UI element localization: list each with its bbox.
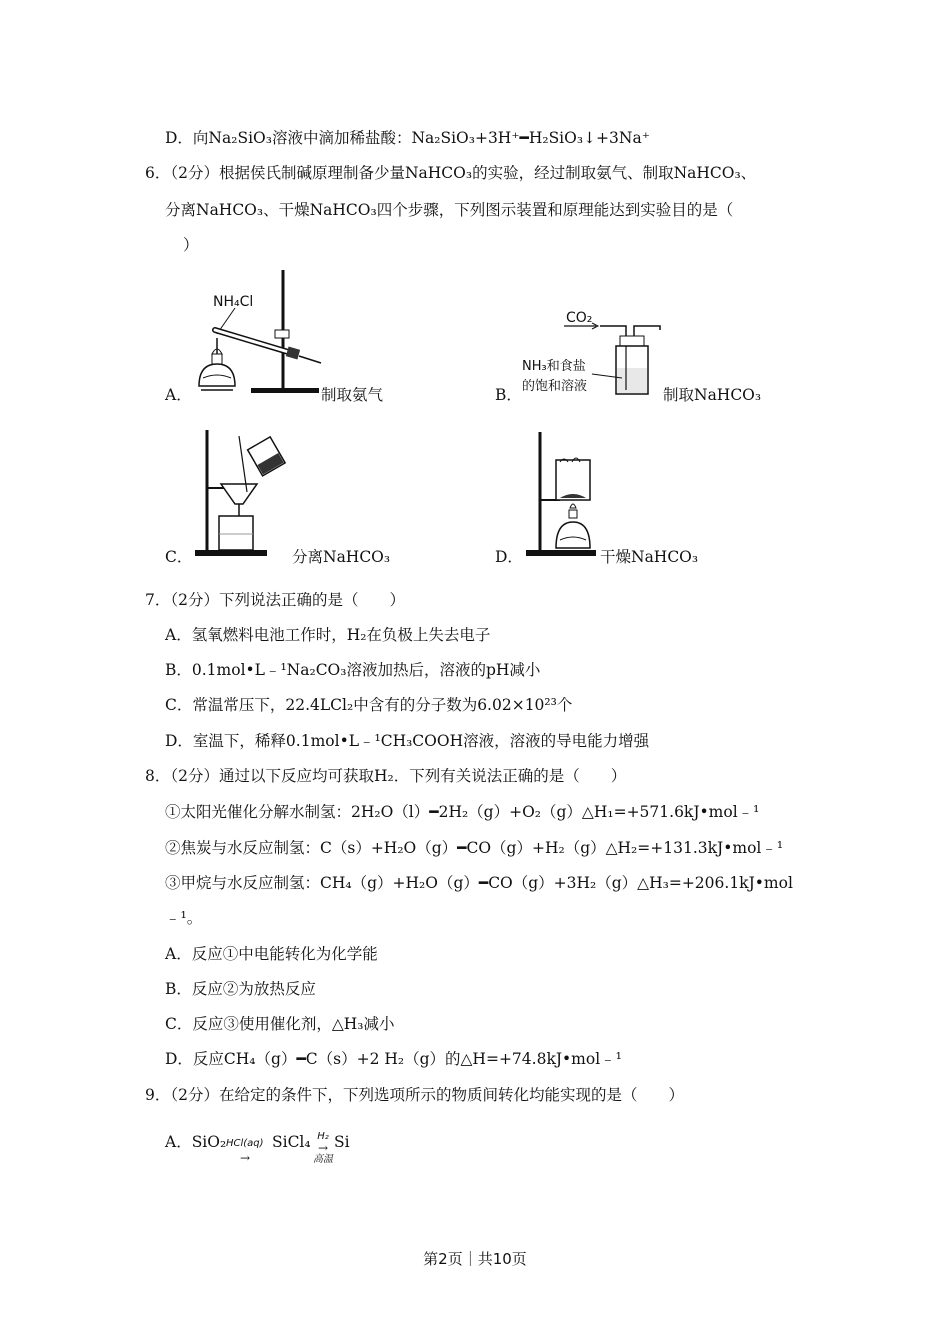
q6-c-letter: C． xyxy=(165,548,193,566)
figure-c-filtration-apparatus xyxy=(193,428,288,560)
nh4cl-label: NH₄Cl xyxy=(213,294,254,310)
q5-option-d: D．向Na₂SiO₃溶液中滴加稀盐酸：Na₂SiO₃+3H⁺━H₂SiO₃↓+3Na⁺ xyxy=(165,129,650,147)
q9-option-a-end: Si xyxy=(334,1133,350,1151)
figure-d-drying-apparatus xyxy=(520,430,600,560)
q6-c-caption: 分离NaHCO₃ xyxy=(292,548,391,566)
q9-arrow-1-glyph: → xyxy=(240,1151,251,1165)
figure-a-ammonia-apparatus xyxy=(195,268,325,400)
q9-arrow-2 xyxy=(310,1132,336,1176)
q6-b-caption: 制取NaHCO₃ xyxy=(663,386,762,404)
q8-reaction-3-line2: ﹣¹。 xyxy=(165,909,203,927)
q8-reaction-3-line1: ③甲烷与水反应制氢：CH₄（g）+H₂O（g）━CO（g）+3H₂（g）△H₃=+206.1kJ•mol xyxy=(165,874,793,892)
q6-stem-line3: ） xyxy=(183,236,199,254)
q8-option-d: D．反应CH₄（g）━C（s）+2 H₂（g）的△H=+74.8kJ•mol﹣¹ xyxy=(165,1050,622,1068)
q6-d-letter: D． xyxy=(495,548,523,566)
q8-reaction-1: ①太阳光催化分解水制氢：2H₂O（l）━2H₂（g）+O₂（g）△H₁=+571.6kJ•mol﹣¹ xyxy=(165,803,760,821)
q8-option-b: B．反应②为放热反应 xyxy=(165,980,316,998)
solution-label-1: NH₃和食盐 xyxy=(522,359,586,374)
q9-arrow-2-condition-bottom: 高温 xyxy=(313,1154,333,1165)
q8-reaction-2: ②焦炭与水反应制氢：C（s）+H₂O（g）━CO（g）+H₂（g）△H₂=+131.3kJ•mol﹣¹ xyxy=(165,839,784,857)
q6-a-letter: A． xyxy=(165,386,192,404)
q7-stem: 7．（2分）下列说法正确的是（ ） xyxy=(145,591,405,609)
q6-a-caption: 制取氨气 xyxy=(321,386,384,404)
q9-option-a-mid: SiCl₄ xyxy=(272,1133,311,1151)
q7-option-d: D．室温下，稀释0.1mol•L﹣¹CH₃COOH溶液，溶液的导电能力增强 xyxy=(165,732,650,750)
q9-arrow-1 xyxy=(226,1138,274,1168)
q9-stem: 9．（2分）在给定的条件下，下列选项所示的物质间转化均能实现的是（ ） xyxy=(145,1086,684,1104)
q9-arrow-2-condition-top: H₂ xyxy=(317,1131,329,1142)
q6-stem-line2: 分离NaHCO₃、干燥NaHCO₃四个步骤，下列图示装置和原理能达到实验目的是（ xyxy=(165,201,734,219)
q9-arrow-1-condition: HCl(aq) xyxy=(226,1138,264,1149)
page-footer: 第2页｜共10页 xyxy=(423,1250,527,1268)
figure-b-nahco3-apparatus xyxy=(522,304,662,400)
q6-stem-line1: 6．（2分）根据侯氏制碱原理制备少量NaHCO₃的实验，经过制取氨气、制取NaHCO₃、 xyxy=(145,164,757,182)
solution-label-2: 的饱和溶液 xyxy=(522,379,588,394)
q6-b-letter: B． xyxy=(495,386,522,404)
q8-option-c: C．反应③使用催化剂，△H₃减小 xyxy=(165,1015,395,1033)
q7-option-c: C．常温常压下，22.4LCl₂中含有的分子数为6.02×10²³个 xyxy=(165,696,573,714)
q7-option-b: B．0.1mol•L﹣¹Na₂CO₃溶液加热后，溶液的pH减小 xyxy=(165,661,541,679)
q9-option-a-prefix: A．SiO₂ xyxy=(165,1133,227,1151)
q8-stem: 8．（2分）通过以下反应均可获取H₂．下列有关说法正确的是（ ） xyxy=(145,767,627,785)
q7-option-a: A．氢氧燃料电池工作时，H₂在负极上失去电子 xyxy=(165,626,491,644)
q9-arrow-2-glyph: → xyxy=(317,1141,329,1155)
co2-label: CO₂ xyxy=(566,310,593,326)
q6-d-caption: 干燥NaHCO₃ xyxy=(600,548,699,566)
q8-option-a: A．反应①中电能转化为化学能 xyxy=(165,945,378,963)
